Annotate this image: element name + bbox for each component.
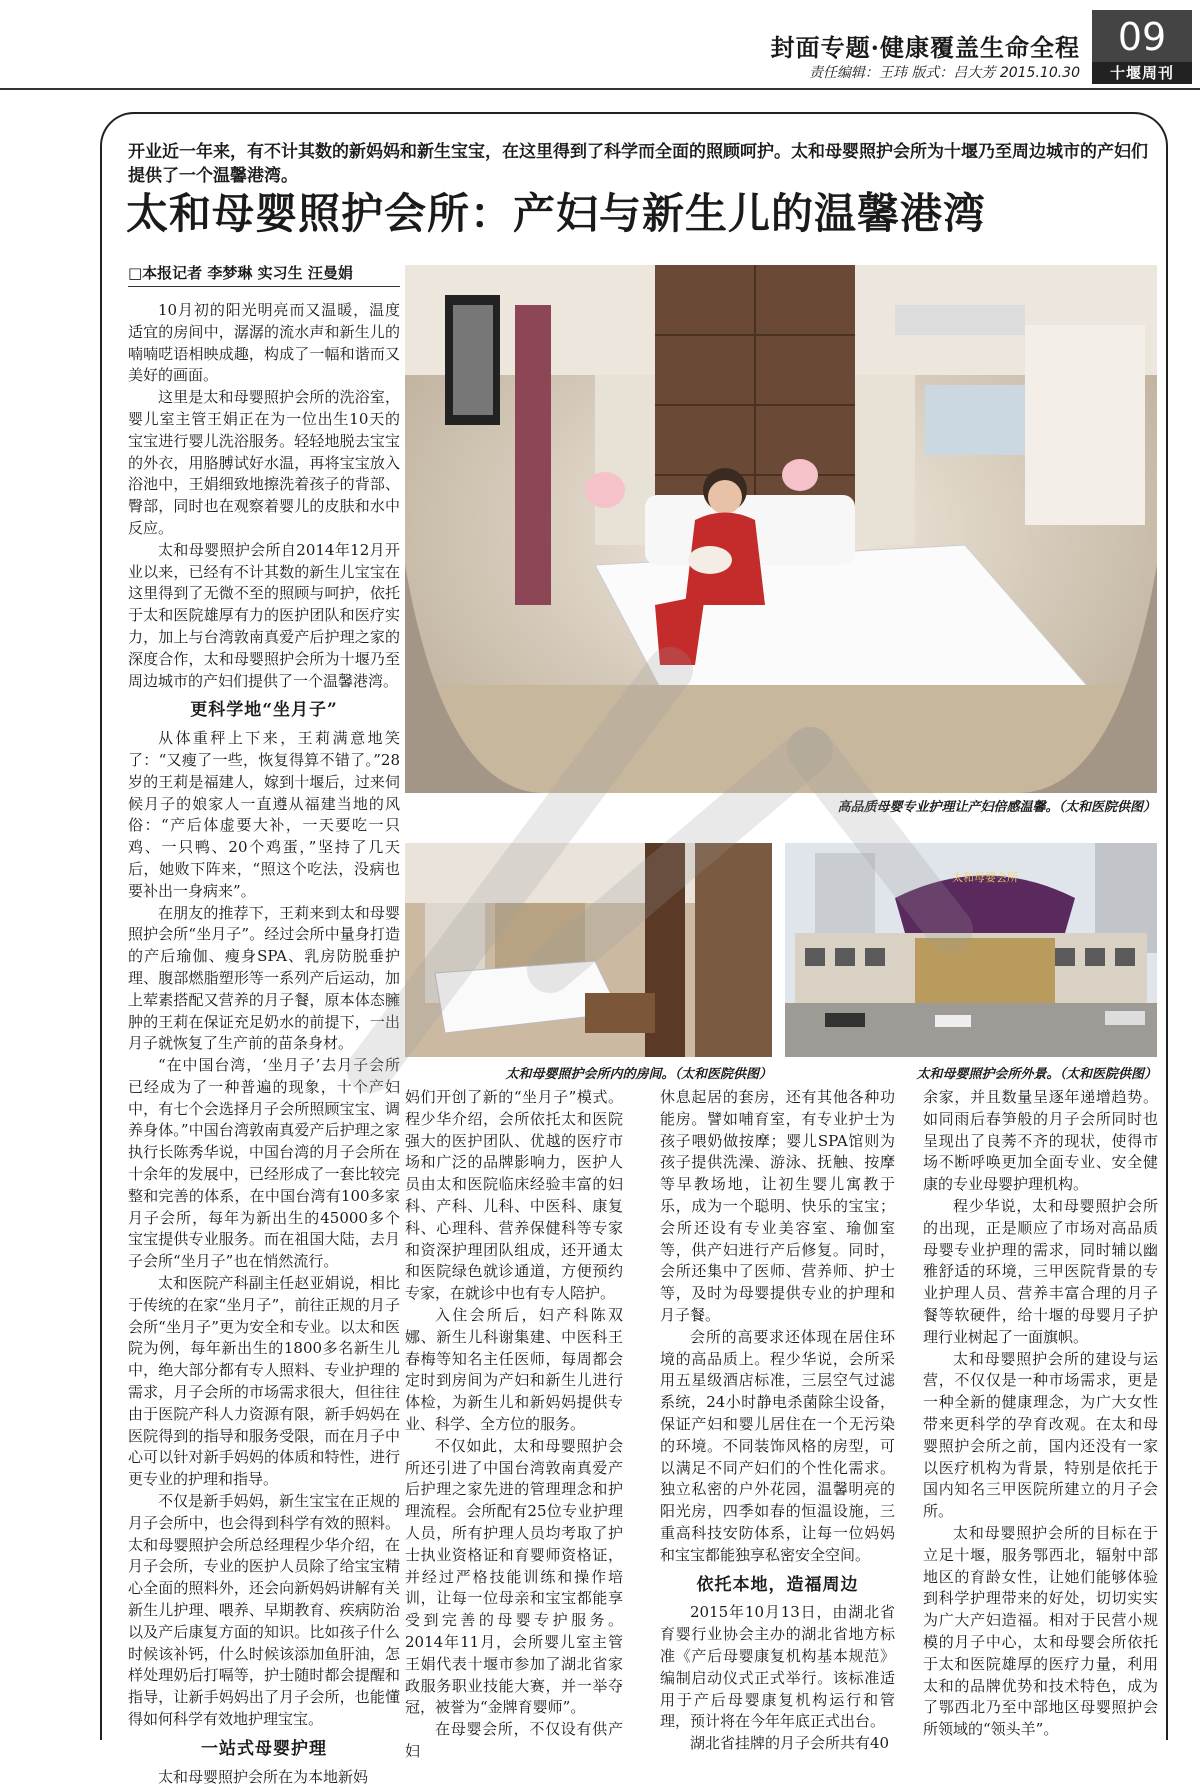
paragraph: 太和医院产科副主任赵亚娟说，相比于传统的在家“坐月子”，前往正规的月子会所“坐月子”更为安全和专业。以太和医院为例，每年新出生的1800多名新生儿中，绝大部分都有专人照料、专业护理的需求，月子会所的市场需求很大，但往往由于医院产科人力资源有限，新手妈妈在医院得到的指导和服务受限，而在月子中心可以针对新手妈妈的体质和特性，进行更专业的护理和指导。: [128, 1274, 400, 1489]
publication-name: 十堰周刊: [1092, 62, 1192, 84]
subheading-1: 更科学地“坐月子”: [190, 700, 338, 721]
paragraph: 从体重秤上下来，王莉满意地笑了：“又瘦了一些，恢复得算不错了。”28岁的王莉是福建人，嫁到十堰后，过来伺候月子的娘家人一直遵从福建当地的风俗：“产后体虚要大补，一天要吃一只鸡、一只鸭、20个鸡蛋，”坚持了几天后，她败下阵来，“照这个吃法，没病也要补出一身病来”。: [128, 729, 400, 900]
editor-credits: 责任编辑：王玮 版式：吕大芳 2015.10.30: [808, 65, 1080, 81]
main-photo-caption: 高品质母婴专业护理让产妇倍感温馨。（太和医院供图）: [837, 800, 1156, 815]
paragraph: 休息起居的套房，还有其他各种功能房。譬如哺育室，有专业护士为孩子喂奶做按摩；婴儿SPA馆则为孩子提供洗澡、游泳、抚触、按摩等早教场地，让初生婴儿寓教于乐，成为一个聪明、快乐的宝宝；会所还设有专业美容室、瑜伽室等，供产妇进行产后修复。同时，会所还集中了医师、营养师、护士等，及时为母婴提供专业的护理和月子餐。: [660, 1088, 895, 1324]
paragraph: 10月初的阳光明亮而又温暖，温度适宜的房间中，潺潺的流水声和新生儿的喃喃呓语相映成趣，构成了一幅和谐而又美好的画面。: [128, 301, 400, 385]
paragraph: 不仅如此，太和母婴照护会所还引进了中国台湾敦南真爱产后护理之家先进的管理理念和护理流程。会所配有25位专业护理人员，所有护理人员均考取了护士执业资格证和育婴师资格证，并经过严格技能训练和操作培训，让每一位母亲和宝宝都能享受到完善的母婴专护服务。2014年11月，会所婴儿室主管王娟代表十堰市参加了湖北省家政服务职业技能大赛，并一举夺冠，被誉为“金牌育婴师”。: [405, 1436, 623, 1717]
paragraph: 在朋友的推荐下，王莉来到太和母婴照护会所“坐月子”。经过会所中量身打造的产后瑜伽、瘦身SPA、乳房防脱垂护理、腹部燃脂塑形等一系列产后运动，加上荤素搭配又营养的月子餐，原本体态臃肿的王莉在保证充足奶水的前提下，一出月子就恢复了生产前的苗条身材。: [128, 903, 400, 1053]
header-rule: [0, 88, 1200, 90]
paragraph: 太和母婴照护会所的目标在于立足十堰，服务鄂西北，辐射中部地区的育龄女性，让她们能够体验到科学护理带来的好处，切切实实为广大产妇造福。相对于民营小规模的月子中心，太和母婴会所依托于太和医院雄厚的医疗力量，利用太和的品牌优势和技术特色，成为了鄂西北乃至中部地区母婴照护会所领域的“领头羊”。: [923, 1523, 1158, 1739]
column-2: [405, 1087, 623, 1763]
room-photo-caption: 太和母婴照护会所内的房间。（太和医院供图）: [505, 1067, 772, 1082]
building-sign: 太和母婴会所: [952, 871, 1018, 884]
exterior-photo: [785, 843, 1157, 1057]
column-3: [660, 1087, 895, 1755]
paragraph: 不仅是新手妈妈，新生宝宝在正规的月子会所中，也会得到科学有效的照料。太和母婴照护会所总经理程少华介绍，在月子会所，专业的医护人员除了给宝宝精心全面的照料外，还会向新妈妈讲解有关新生儿护理、喂养、早期教育、疾病防治以及产后康复方面的知识。比如孩子什么时候该补钙，什么时候该添加鱼肝油，怎样处理奶后打嗝等，护士随时都会提醒和指导，让新手妈妈出了月子会所，也能懂得如何科学有效地护理宝宝。: [128, 1492, 400, 1728]
paragraph: 太和母婴照护会所在为本地新妈: [158, 1767, 369, 1786]
paragraph: 太和母婴照护会所的建设与运营，不仅仅是一种市场需求，更是一种全新的健康理念，为广大女性带来更科学的孕育改观。在太和母婴照护会所之前，国内还没有一家以医疗机构为背景，特别是依托于国内知名三甲医院所建立的月子会所。: [923, 1349, 1158, 1521]
col1-paragraphs: [128, 300, 400, 692]
paragraph: “在中国台湾，‘坐月子’去月子会所已经成为了一种普遍的现象，十个产妇中，有七个会选择月子会所照顾宝宝、调养身体。”中国台湾敦南真爱产后护理之家执行长陈秀华说，中国台湾的月子会所在十余年的发展中，已经形成了一套比较完整和完善的体系，在中国台湾有100多家月子会所，每年为新出生的45000多个宝宝提供专业服务。而在祖国大陆，去月子会所“坐月子”也在悄然流行。: [128, 1056, 400, 1271]
col1b-paragraphs: [128, 728, 400, 1731]
paragraph: 2015年10月13日，由湖北省育婴行业协会主办的湖北省地方标准《产后母婴康复机构基本规范》编制启动仪式正式举行。该标准适用于产后母婴康复机构运行和管理，预计将在今年年底正式出台。: [660, 1603, 895, 1731]
section-title: 封面专题·健康覆盖生命全程: [770, 33, 1080, 62]
paragraph: 太和母婴照护会所自2014年12月开业以来，已经有不计其数的新生儿宝宝在这里得到了无微不至的照顾与呵护，依托于太和医院雄厚有力的医护团队和医疗实力，加上与台湾敦南真爱产后护理之家的深度合作，太和母婴照护会所为十堰乃至周边城市的产妇们提供了一个温馨港湾。: [128, 540, 400, 690]
article-byline: □本报记者 李梦琳 实习生 汪曼娟: [128, 262, 400, 287]
column-4: [923, 1087, 1158, 1741]
paragraph: 会所的高要求还体现在居住环境的高品质上。程少华说，会所采用五星级酒店标准，三层空气过滤系统，24小时静电杀菌除尘设备，保证产妇和婴儿居住在一个无污染的环境。不同装饰风格的房型，可以满足不同产妇们的个性化需求。独立私密的户外花园，温馨明亮的阳光房，四季如春的恒温设施，三重高科技安防体系，让每一位妈妈和宝宝都能独享私密安全空间。: [660, 1327, 895, 1564]
page-number: 09: [1092, 10, 1192, 64]
subheading-3: 依托本地，造福周边: [696, 1574, 859, 1595]
paragraph: 这里是太和母婴照护会所的洗浴室，婴儿室主管王娟正在为一位出生10天的宝宝进行婴儿洗浴服务。轻轻地脱去宝宝的外衣，用胳膊试好水温，再将宝宝放入浴池中，王娟细致地擦洗着孩子的背部、臀部，同时也在观察着婴儿的皮肤和水中反应。: [128, 388, 400, 537]
main-photo-bedroom: [405, 265, 1157, 793]
room-photo: [405, 843, 772, 1057]
room-illustration: [405, 843, 772, 1057]
paragraph: 妈们开创了新的“坐月子”模式。程少华介绍，会所依托太和医院强大的医护团队、优越的医疗市场和广泛的品牌影响力，医护人员由太和医院临床经验丰富的妇科、产科、儿科、中医科、康复科、心理科、营养保健科等专家和资深护理团队组成，还开通太和医院绿色就诊通道，方便预约专家，在就诊中也有专人陪护。: [405, 1088, 623, 1303]
paragraph: 湖北省挂牌的月子会所共有40: [690, 1734, 890, 1753]
exterior-photo-caption: 太和母婴照护会所外景。（太和医院供图）: [916, 1067, 1157, 1082]
paragraph: 余家，并且数量呈逐年递增趋势。如同雨后春笋般的月子会所同时也呈现出了良莠不齐的现状，使得市场不断呼唤更加全面专业、安全健康的专业母婴护理机构。: [923, 1088, 1158, 1194]
article-lead: 开业近一年来，有不计其数的新妈妈和新生宝宝，在这里得到了科学而全面的照顾呵护。太和母婴照护会所为十堰乃至周边城市的产妇们提供了一个温馨港湾。: [128, 142, 1148, 186]
paragraph: 在母婴会所，不仅设有供产妇: [405, 1720, 623, 1760]
exterior-illustration: [785, 843, 1157, 1057]
article-headline: 太和母婴照护会所：产妇与新生儿的温馨港湾: [126, 189, 987, 238]
paragraph: 程少华说，太和母婴照护会所的出现，正是顺应了市场对高品质母婴专业护理的需求，同时辅以幽雅舒适的环境，三甲医院背景的专业护理人员、营养丰富合理的月子餐等软硬件，给十堰的母婴月子护理行业树起了一面旗帜。: [923, 1196, 1158, 1346]
paragraph: 入住会所后，妇产科陈双娜、新生儿科谢集建、中医科王春梅等知名主任医师，每周都会定时到房间为产妇和新生儿进行体检，为新生儿和新妈妈提供专业、科学、全方位的服务。: [405, 1305, 623, 1433]
column-1: [128, 300, 400, 1788]
bedroom-illustration: [405, 265, 1157, 793]
subheading-2: 一站式母婴护理: [201, 1738, 327, 1759]
